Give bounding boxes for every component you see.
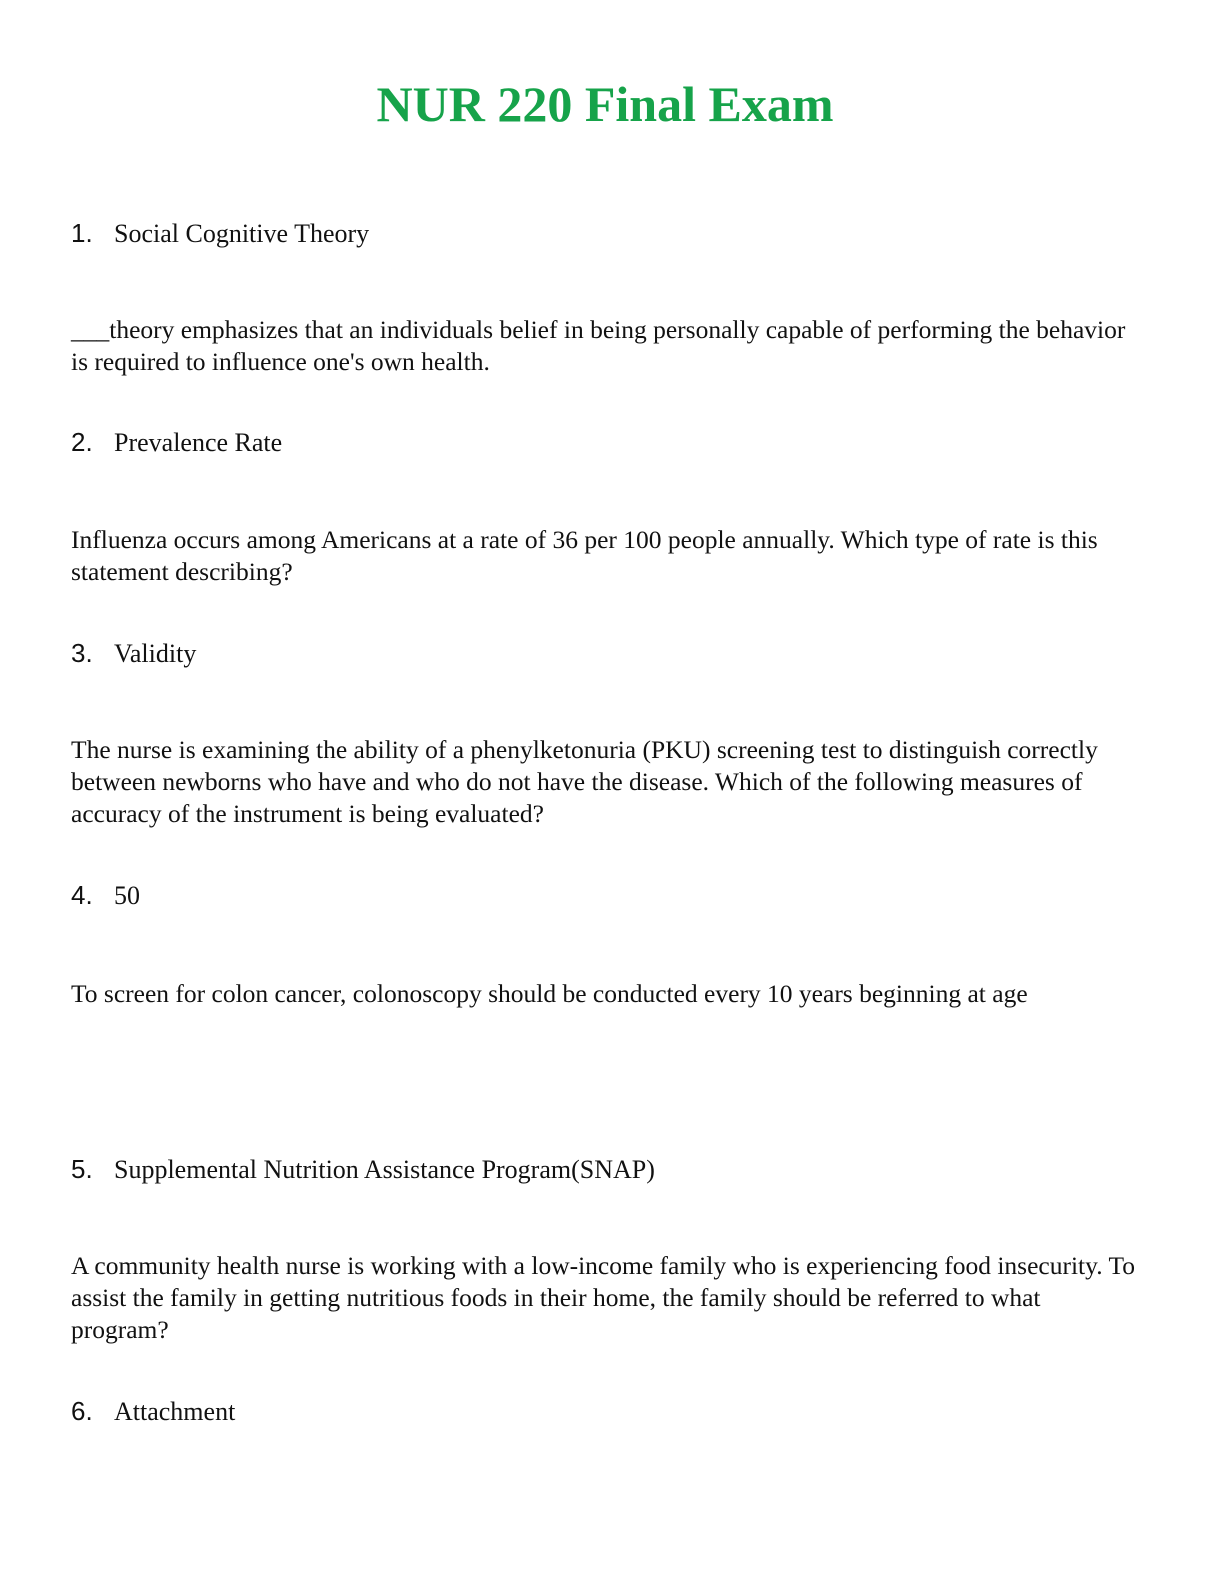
item-number: 4. (71, 880, 93, 910)
item-term: Validity (114, 639, 197, 668)
item-number: 1. (71, 218, 93, 248)
item-number: 6. (71, 1396, 93, 1426)
item-number: 5. (71, 1154, 93, 1184)
item-number: 3. (71, 638, 93, 668)
item-term: Supplemental Nutrition Assistance Program(SNAP) (114, 1155, 655, 1184)
exam-item-4 (71, 880, 140, 911)
item-number: 2. (71, 427, 93, 457)
exam-item-2 (71, 427, 282, 458)
exam-item-6 (71, 1396, 235, 1427)
item-question: The nurse is examining the ability of a phenylketonuria (PKU) screening test to distinguish correctly between newborns who have and who do not have the disease. Which of the following measures of accuracy of the instrument is being evaluated? (71, 735, 1098, 828)
exam-item-5 (71, 1154, 655, 1185)
item-term: Social Cognitive Theory (114, 219, 370, 248)
item-term: 50 (114, 881, 140, 910)
item-term: Prevalence Rate (114, 428, 283, 457)
item-term: Attachment (114, 1397, 236, 1426)
item-question: Influenza occurs among Americans at a rate of 36 per 100 people annually. Which type of rate is this statement describing? (71, 525, 1098, 586)
exam-item-3 (71, 638, 196, 669)
exam-item-1 (71, 218, 369, 249)
item-question: A community health nurse is working with a low-income family who is experiencing food insecurity. To assist the family in getting nutritious foods in their home, the family should be referred to what program? (71, 1251, 1136, 1344)
item-question: ___theory emphasizes that an individuals belief in being personally capable of performing the behavior is required to influence one's own health. (71, 315, 1126, 376)
item-question: To screen for colon cancer, colonoscopy should be conducted every 10 years beginning at age (71, 979, 1028, 1008)
document-title: NUR 220 Final Exam (376, 76, 834, 132)
